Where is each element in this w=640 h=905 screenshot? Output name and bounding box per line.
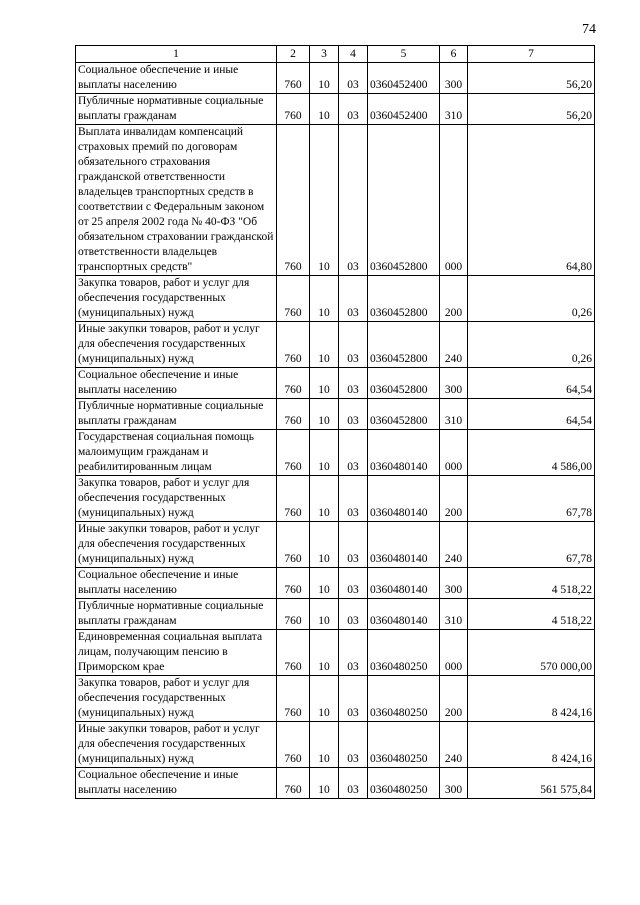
ministry-code-cell: 760 [277, 430, 310, 476]
amount-cell: 4 586,00 [468, 430, 595, 476]
expense-type-cell: 310 [440, 399, 468, 430]
section-cell: 10 [310, 63, 339, 94]
row-name-cell: Социальное обеспечение и иные выплаты населению [76, 368, 277, 399]
amount-cell: 4 518,22 [468, 599, 595, 630]
row-name-cell: Иные закупки товаров, работ и услуг для обеспечения государственных (муниципальных) нужд [76, 322, 277, 368]
table-row [76, 94, 595, 125]
subsection-cell: 03 [339, 368, 368, 399]
subsection-cell: 03 [339, 276, 368, 322]
subsection-cell: 03 [339, 94, 368, 125]
expense-type-cell: 240 [440, 322, 468, 368]
table-row [76, 399, 595, 430]
section-cell: 10 [310, 676, 339, 722]
table-row [76, 568, 595, 599]
expense-type-cell: 200 [440, 676, 468, 722]
header-row [76, 46, 595, 63]
ministry-code-cell: 760 [277, 722, 310, 768]
ministry-code-cell: 760 [277, 568, 310, 599]
table-row [76, 676, 595, 722]
section-cell: 10 [310, 368, 339, 399]
ministry-code-cell: 760 [277, 322, 310, 368]
row-name-cell: Государственая социальная помощь малоимущим гражданам и реабилитированным лицам [76, 430, 277, 476]
target-article-cell: 0360452800 [368, 125, 440, 276]
table-row [76, 276, 595, 322]
row-name-cell: Единовременная социальная выплата лицам, получающим пенсию в Приморском крае [76, 630, 277, 676]
expense-type-cell: 300 [440, 568, 468, 599]
expense-type-cell: 000 [440, 125, 468, 276]
amount-cell: 561 575,84 [468, 768, 595, 799]
section-cell: 10 [310, 722, 339, 768]
target-article-cell: 0360452800 [368, 322, 440, 368]
row-name-cell: Закупка товаров, работ и услуг для обеспечения государственных (муниципальных) нужд [76, 676, 277, 722]
row-name-cell: Закупка товаров, работ и услуг для обеспечения государственных (муниципальных) нужд [76, 276, 277, 322]
amount-cell: 4 518,22 [468, 568, 595, 599]
subsection-cell: 03 [339, 676, 368, 722]
amount-cell: 0,26 [468, 322, 595, 368]
amount-cell: 56,20 [468, 63, 595, 94]
table-row [76, 630, 595, 676]
target-article-cell: 0360480140 [368, 568, 440, 599]
ministry-code-cell: 760 [277, 94, 310, 125]
subsection-cell: 03 [339, 430, 368, 476]
target-article-cell: 0360452800 [368, 368, 440, 399]
expense-type-cell: 300 [440, 768, 468, 799]
subsection-cell: 03 [339, 399, 368, 430]
subsection-cell: 03 [339, 476, 368, 522]
section-cell: 10 [310, 630, 339, 676]
row-name-cell: Выплата инвалидам компенсаций страховых премий по договорам обязательного страхования гражданской ответственности владельцев транспортных средств в соответствии с Федеральным законом от 25 апреля 2002 года № 40-ФЗ "Об обязательном страховании гражданской ответственности владельцев транспортных средств" [76, 125, 277, 276]
expense-type-cell: 300 [440, 63, 468, 94]
expense-type-cell: 310 [440, 599, 468, 630]
amount-cell: 0,26 [468, 276, 595, 322]
table-row [76, 768, 595, 799]
page-number: 74 [582, 22, 596, 37]
column-header: 2 [277, 46, 310, 63]
section-cell: 10 [310, 94, 339, 125]
target-article-cell: 0360452800 [368, 399, 440, 430]
amount-cell: 8 424,16 [468, 722, 595, 768]
row-name-cell: Закупка товаров, работ и услуг для обеспечения государственных (муниципальных) нужд [76, 476, 277, 522]
column-header: 1 [76, 46, 277, 63]
section-cell: 10 [310, 522, 339, 568]
target-article-cell: 0360480140 [368, 599, 440, 630]
column-header: 7 [468, 46, 595, 63]
column-header: 5 [368, 46, 440, 63]
target-article-cell: 0360480140 [368, 522, 440, 568]
table-row [76, 368, 595, 399]
amount-cell: 64,54 [468, 368, 595, 399]
expense-type-cell: 200 [440, 276, 468, 322]
amount-cell: 64,54 [468, 399, 595, 430]
section-cell: 10 [310, 276, 339, 322]
subsection-cell: 03 [339, 322, 368, 368]
expense-type-cell: 240 [440, 722, 468, 768]
section-cell: 10 [310, 322, 339, 368]
subsection-cell: 03 [339, 125, 368, 276]
ministry-code-cell: 760 [277, 630, 310, 676]
ministry-code-cell: 760 [277, 63, 310, 94]
subsection-cell: 03 [339, 722, 368, 768]
subsection-cell: 03 [339, 630, 368, 676]
ministry-code-cell: 760 [277, 276, 310, 322]
expense-type-cell: 000 [440, 630, 468, 676]
row-name-cell: Иные закупки товаров, работ и услуг для обеспечения государственных (муниципальных) нужд [76, 522, 277, 568]
amount-cell: 67,78 [468, 522, 595, 568]
amount-cell: 67,78 [468, 476, 595, 522]
table-row [76, 522, 595, 568]
ministry-code-cell: 760 [277, 125, 310, 276]
subsection-cell: 03 [339, 768, 368, 799]
ministry-code-cell: 760 [277, 676, 310, 722]
row-name-cell: Публичные нормативные социальные выплаты гражданам [76, 399, 277, 430]
subsection-cell: 03 [339, 568, 368, 599]
table-row [76, 322, 595, 368]
table-row [76, 599, 595, 630]
subsection-cell: 03 [339, 599, 368, 630]
column-header: 6 [440, 46, 468, 63]
section-cell: 10 [310, 125, 339, 276]
target-article-cell: 0360452400 [368, 63, 440, 94]
table-row [76, 476, 595, 522]
amount-cell: 8 424,16 [468, 676, 595, 722]
column-header: 3 [310, 46, 339, 63]
amount-cell: 570 000,00 [468, 630, 595, 676]
table-row [76, 63, 595, 94]
expense-type-cell: 300 [440, 368, 468, 399]
row-name-cell: Публичные нормативные социальные выплаты гражданам [76, 599, 277, 630]
amount-cell: 56,20 [468, 94, 595, 125]
row-name-cell: Публичные нормативные социальные выплаты гражданам [76, 94, 277, 125]
expense-type-cell: 000 [440, 430, 468, 476]
ministry-code-cell: 760 [277, 476, 310, 522]
row-name-cell: Социальное обеспечение и иные выплаты населению [76, 768, 277, 799]
ministry-code-cell: 760 [277, 368, 310, 399]
expense-type-cell: 240 [440, 522, 468, 568]
table-row [76, 722, 595, 768]
row-name-cell: Социальное обеспечение и иные выплаты населению [76, 63, 277, 94]
target-article-cell: 0360480140 [368, 430, 440, 476]
section-cell: 10 [310, 568, 339, 599]
subsection-cell: 03 [339, 522, 368, 568]
ministry-code-cell: 760 [277, 399, 310, 430]
ministry-code-cell: 760 [277, 599, 310, 630]
table-row [76, 125, 595, 276]
expense-type-cell: 200 [440, 476, 468, 522]
target-article-cell: 0360480250 [368, 676, 440, 722]
section-cell: 10 [310, 599, 339, 630]
amount-cell: 64,80 [468, 125, 595, 276]
subsection-cell: 03 [339, 63, 368, 94]
section-cell: 10 [310, 768, 339, 799]
target-article-cell: 0360452400 [368, 94, 440, 125]
section-cell: 10 [310, 399, 339, 430]
section-cell: 10 [310, 430, 339, 476]
table-row [76, 430, 595, 476]
target-article-cell: 0360452800 [368, 276, 440, 322]
ministry-code-cell: 760 [277, 522, 310, 568]
row-name-cell: Социальное обеспечение и иные выплаты населению [76, 568, 277, 599]
target-article-cell: 0360480250 [368, 768, 440, 799]
ministry-code-cell: 760 [277, 768, 310, 799]
target-article-cell: 0360480250 [368, 630, 440, 676]
expense-type-cell: 310 [440, 94, 468, 125]
section-cell: 10 [310, 476, 339, 522]
row-name-cell: Иные закупки товаров, работ и услуг для обеспечения государственных (муниципальных) нужд [76, 722, 277, 768]
column-header: 4 [339, 46, 368, 63]
target-article-cell: 0360480140 [368, 476, 440, 522]
budget-table [75, 45, 595, 799]
target-article-cell: 0360480250 [368, 722, 440, 768]
